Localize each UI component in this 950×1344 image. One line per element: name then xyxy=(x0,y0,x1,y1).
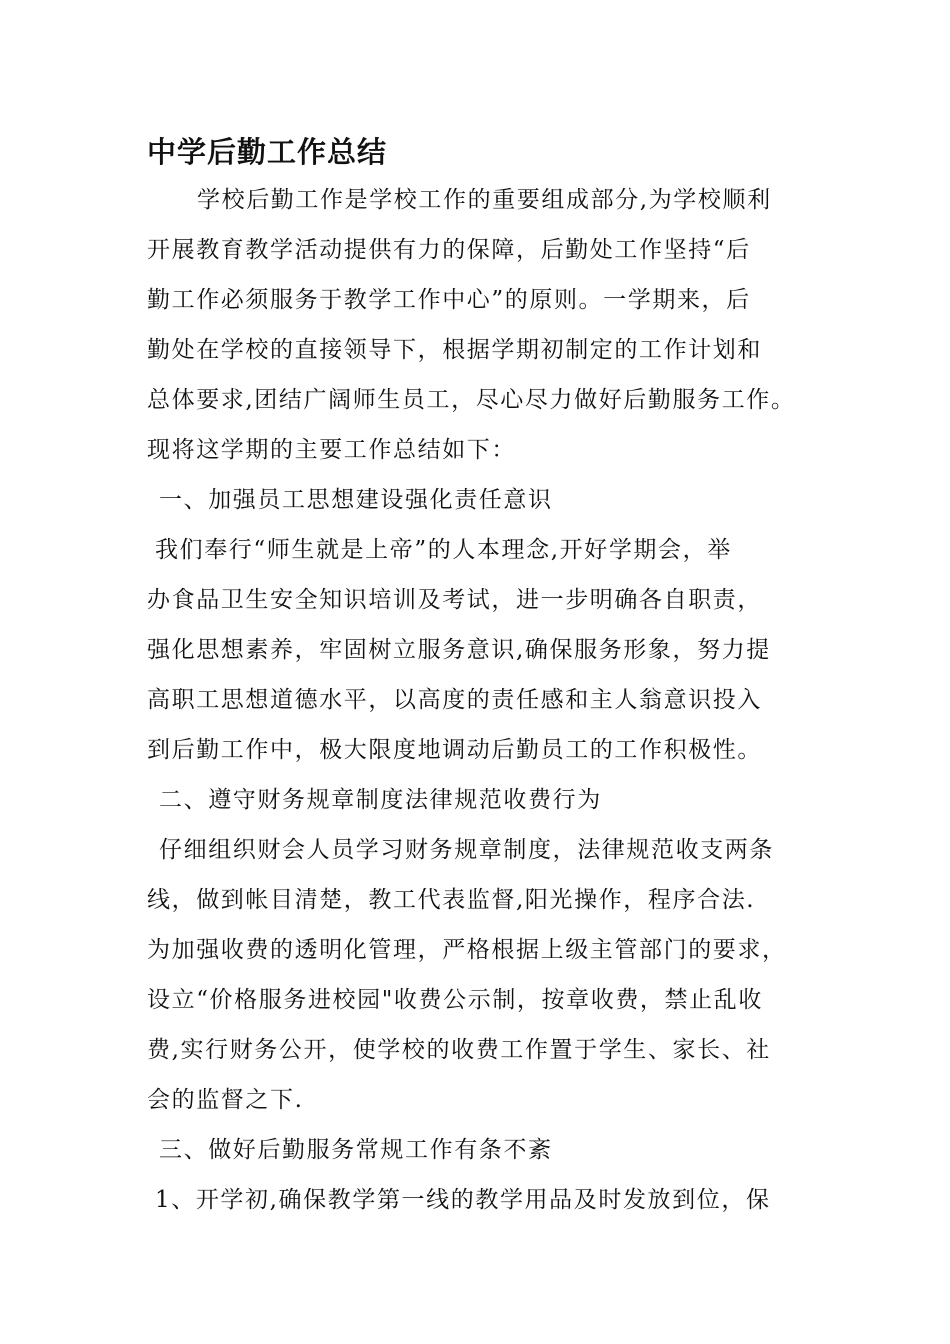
paragraph-line: 到后勤工作中，极大限度地调动后勤员工的工作积极性。 xyxy=(147,737,762,763)
paragraph-line: 勤处在学校的直接领导下，根据学期初制定的工作计划和 xyxy=(147,337,762,363)
paragraph-line: 为加强收费的透明化管理，严格根据上级主管部门的要求， xyxy=(147,937,787,963)
paragraph-line: 现将这学期的主要工作总结如下： xyxy=(147,437,516,463)
paragraph-line: 我们奉行“师生就是上帝”的人本理念,开好学期会，举 xyxy=(155,537,732,563)
paragraph-line: 会的监督之下. xyxy=(147,1087,304,1113)
section-heading: 一、加强员工思想建设强化责任意识 xyxy=(159,487,553,513)
paragraph-line: 费,实行财务公开，使学校的收费工作置于学生、家长、社 xyxy=(147,1037,771,1063)
paragraph-line: 强化思想素养，牢固树立服务意识,确保服务形象，努力提 xyxy=(147,637,771,663)
paragraph-line: 线，做到帐目清楚，教工代表监督,阳光操作，程序合法. xyxy=(147,887,756,913)
section-heading: 二、遵守财务规章制度法律规范收费行为 xyxy=(159,787,602,813)
paragraph-line: 设立“价格服务进校园"收费公示制，按章收费，禁止乱收 xyxy=(147,987,763,1013)
paragraph-line: 办食品卫生安全知识培训及考试，进一步明确各自职责， xyxy=(147,587,762,613)
document-title: 中学后勤工作总结 xyxy=(147,135,388,169)
paragraph-line: 学校后勤工作是学校工作的重要组成部分,为学校顺利 xyxy=(197,187,772,213)
paragraph-line: 总体要求,团结广阔师生员工，尽心尽力做好后勤服务工作。 xyxy=(147,387,796,413)
paragraph-line: 开展教育教学活动提供有力的保障，后勤处工作坚持“后 xyxy=(147,237,751,263)
paragraph-line: 勤工作必须服务于教学工作中心”的原则。一学期来，后 xyxy=(147,287,751,313)
paragraph-line: 1、开学初,确保教学第一线的教学用品及时发放到位，保 xyxy=(155,1187,771,1213)
paragraph-line: 高职工思想道德水平，以高度的责任感和主人翁意识投入 xyxy=(147,687,762,713)
section-heading: 三、做好后勤服务常规工作有条不紊 xyxy=(159,1137,553,1163)
paragraph-line: 仔细组织财会人员学习财务规章制度，法律规范收支两条 xyxy=(159,837,774,863)
